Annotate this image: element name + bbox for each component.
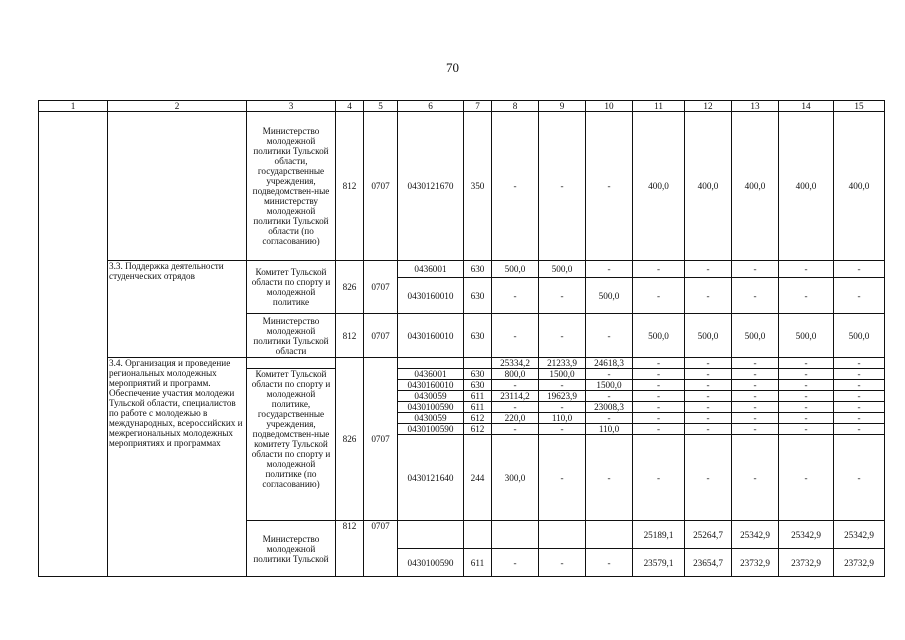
col2-cell [108, 112, 247, 261]
cell: - [779, 413, 834, 424]
col-header: 10 [586, 101, 633, 112]
cell: - [732, 261, 779, 278]
cell: - [633, 402, 685, 413]
cell: - [586, 369, 633, 380]
cell: - [779, 369, 834, 380]
cell: - [539, 424, 586, 435]
cell: 25342,9 [779, 521, 834, 549]
cell: 0436001 [398, 261, 464, 278]
cell: 611 [464, 391, 492, 402]
cell: 826 [336, 358, 364, 521]
col-header: 8 [492, 101, 539, 112]
cell: 0436001 [398, 369, 464, 380]
cell: 826 [336, 261, 364, 314]
cell: 23654,7 [685, 549, 732, 577]
cell: 500,0 [732, 314, 779, 358]
cell: 500,0 [539, 261, 586, 278]
cell: - [779, 435, 834, 521]
cell: 0430100590 [398, 424, 464, 435]
cell [398, 358, 464, 369]
executor-cell: Комитет Тульской области по спорту и молодежной политике [247, 261, 336, 314]
cell: - [586, 261, 633, 278]
cell: 110,0 [586, 424, 633, 435]
cell: - [834, 278, 885, 314]
col-header: 12 [685, 101, 732, 112]
cell: - [732, 278, 779, 314]
cell: 812 [336, 521, 364, 577]
cell: - [834, 413, 885, 424]
cell: - [539, 435, 586, 521]
cell: - [834, 402, 885, 413]
cell: 611 [464, 549, 492, 577]
cell: - [779, 261, 834, 278]
cell: 0707 [364, 261, 398, 314]
cell: 630 [464, 369, 492, 380]
measure-3-4: 3.4. Организация и проведение региональных молодежных мероприятий и программ. Обеспечение участия молодежи Тульской области, специалистов по работе с молодежью в международных, всероссийских и межрегиональных молодежных мероприятиях и программах [108, 358, 247, 577]
cell [398, 521, 464, 549]
cell: - [779, 358, 834, 369]
cell: - [492, 278, 539, 314]
cell: 500,0 [685, 314, 732, 358]
cell: - [732, 369, 779, 380]
cell: 300,0 [492, 435, 539, 521]
cell: - [586, 413, 633, 424]
cell: - [586, 391, 633, 402]
cell: 612 [464, 413, 492, 424]
cell: 0430160010 [398, 380, 464, 391]
cell: - [633, 413, 685, 424]
executor-cell: Министерство молодежной политики Тульской области [247, 314, 336, 358]
column-number-row [39, 101, 885, 112]
cell [492, 521, 539, 549]
cell: 500,0 [492, 261, 539, 278]
cell: - [685, 380, 732, 391]
cell: 500,0 [633, 314, 685, 358]
executor-cell: Министерство молодежной политики Тульской [247, 521, 336, 577]
cell: 25342,9 [732, 521, 779, 549]
cell: 630 [464, 380, 492, 391]
cell: - [685, 435, 732, 521]
cell: 0430160010 [398, 314, 464, 358]
executor-cell: Комитет Тульской области по спорту и молодежной политике, государственные учреждения, подведомствен-ные комитету Тульской области по спорту и молодежной политике (по согласованию) [247, 369, 336, 521]
cell: - [732, 402, 779, 413]
cell: 25189,1 [633, 521, 685, 549]
cell: - [492, 549, 539, 577]
cell: - [633, 278, 685, 314]
cell: - [492, 402, 539, 413]
budget-table [38, 100, 885, 577]
cell: 0430059 [398, 413, 464, 424]
cell: 400,0 [732, 112, 779, 261]
cell: - [834, 435, 885, 521]
table-row [39, 261, 885, 278]
cell: 812 [336, 314, 364, 358]
cell: - [633, 435, 685, 521]
cell: - [685, 358, 732, 369]
cell: 110,0 [539, 413, 586, 424]
col-header: 15 [834, 101, 885, 112]
cell: 1500,0 [586, 380, 633, 391]
cell: 23732,9 [834, 549, 885, 577]
cell: - [834, 369, 885, 380]
cell: 25334,2 [492, 358, 539, 369]
cell: - [779, 391, 834, 402]
cell: 23114,2 [492, 391, 539, 402]
col-header: 9 [539, 101, 586, 112]
cell: 0430059 [398, 391, 464, 402]
cell: - [492, 112, 539, 261]
cell: - [685, 424, 732, 435]
cell: - [834, 358, 885, 369]
cell: - [685, 369, 732, 380]
page-number: 70 [446, 60, 459, 75]
cell: 800,0 [492, 369, 539, 380]
col1-cell [39, 112, 108, 577]
cell: - [539, 278, 586, 314]
cell: - [779, 402, 834, 413]
cell: - [779, 278, 834, 314]
cell: 0430121640 [398, 435, 464, 521]
cell: - [834, 380, 885, 391]
cell: - [779, 380, 834, 391]
cell: 23732,9 [732, 549, 779, 577]
cell: 350 [464, 112, 492, 261]
col-header: 7 [464, 101, 492, 112]
cell: 1500,0 [539, 369, 586, 380]
cell: - [685, 261, 732, 278]
cell: - [586, 435, 633, 521]
cell: 24618,3 [586, 358, 633, 369]
cell: 400,0 [779, 112, 834, 261]
cell: - [685, 278, 732, 314]
cell: 0707 [364, 314, 398, 358]
cell: - [586, 314, 633, 358]
cell: - [633, 424, 685, 435]
cell: 630 [464, 314, 492, 358]
cell: - [732, 380, 779, 391]
cell: - [539, 314, 586, 358]
cell: 0430121670 [398, 112, 464, 261]
cell: 23732,9 [779, 549, 834, 577]
cell: - [732, 435, 779, 521]
cell: - [685, 391, 732, 402]
cell: 400,0 [834, 112, 885, 261]
cell: 400,0 [633, 112, 685, 261]
cell: 630 [464, 261, 492, 278]
cell: 400,0 [685, 112, 732, 261]
cell: - [539, 112, 586, 261]
col-header: 5 [364, 101, 398, 112]
executor-cell-spacer [247, 358, 336, 369]
cell [464, 521, 492, 549]
measure-3-3: 3.3. Поддержка деятельности студенческих отрядов [108, 261, 247, 358]
cell: - [492, 424, 539, 435]
cell: 0707 [364, 112, 398, 261]
cell: 0430160010 [398, 278, 464, 314]
cell: 0707 [364, 521, 398, 577]
cell: - [586, 112, 633, 261]
cell: - [539, 380, 586, 391]
col-header: 2 [108, 101, 247, 112]
cell: - [732, 391, 779, 402]
cell: 23008,3 [586, 402, 633, 413]
cell: 244 [464, 435, 492, 521]
cell: 19623,9 [539, 391, 586, 402]
table-row [39, 358, 885, 369]
cell: - [492, 314, 539, 358]
cell: - [834, 261, 885, 278]
cell: - [633, 380, 685, 391]
cell [464, 358, 492, 369]
cell: 25342,9 [834, 521, 885, 549]
cell: 812 [336, 112, 364, 261]
cell: 23579,1 [633, 549, 685, 577]
cell: 0430100590 [398, 549, 464, 577]
cell: - [633, 391, 685, 402]
cell: 0430100590 [398, 402, 464, 413]
col-header: 14 [779, 101, 834, 112]
cell: - [685, 413, 732, 424]
cell: 612 [464, 424, 492, 435]
col-header: 3 [247, 101, 336, 112]
cell: - [633, 261, 685, 278]
cell: - [779, 424, 834, 435]
cell: 25264,7 [685, 521, 732, 549]
cell: - [492, 380, 539, 391]
cell: - [633, 358, 685, 369]
cell: 0707 [364, 358, 398, 521]
cell: - [732, 413, 779, 424]
cell [586, 521, 633, 549]
cell [539, 521, 586, 549]
cell: - [834, 391, 885, 402]
cell: 500,0 [586, 278, 633, 314]
col-header: 1 [39, 101, 108, 112]
col-header: 6 [398, 101, 464, 112]
cell: - [834, 424, 885, 435]
col-header: 13 [732, 101, 779, 112]
cell: 500,0 [779, 314, 834, 358]
table-row [39, 112, 885, 261]
cell: - [732, 424, 779, 435]
cell: - [586, 549, 633, 577]
cell: - [685, 402, 732, 413]
cell: - [732, 358, 779, 369]
cell: 611 [464, 402, 492, 413]
cell: 220,0 [492, 413, 539, 424]
cell: - [539, 402, 586, 413]
executor-cell: Министерство молодежной политики Тульской области, государственные учреждения, подведомствен-ные министерству молодежной политики Тульской области (по согласованию) [247, 112, 336, 261]
cell: 21233,9 [539, 358, 586, 369]
cell: 630 [464, 278, 492, 314]
cell: 500,0 [834, 314, 885, 358]
col-header: 4 [336, 101, 364, 112]
cell: - [539, 549, 586, 577]
cell: - [633, 369, 685, 380]
col-header: 11 [633, 101, 685, 112]
